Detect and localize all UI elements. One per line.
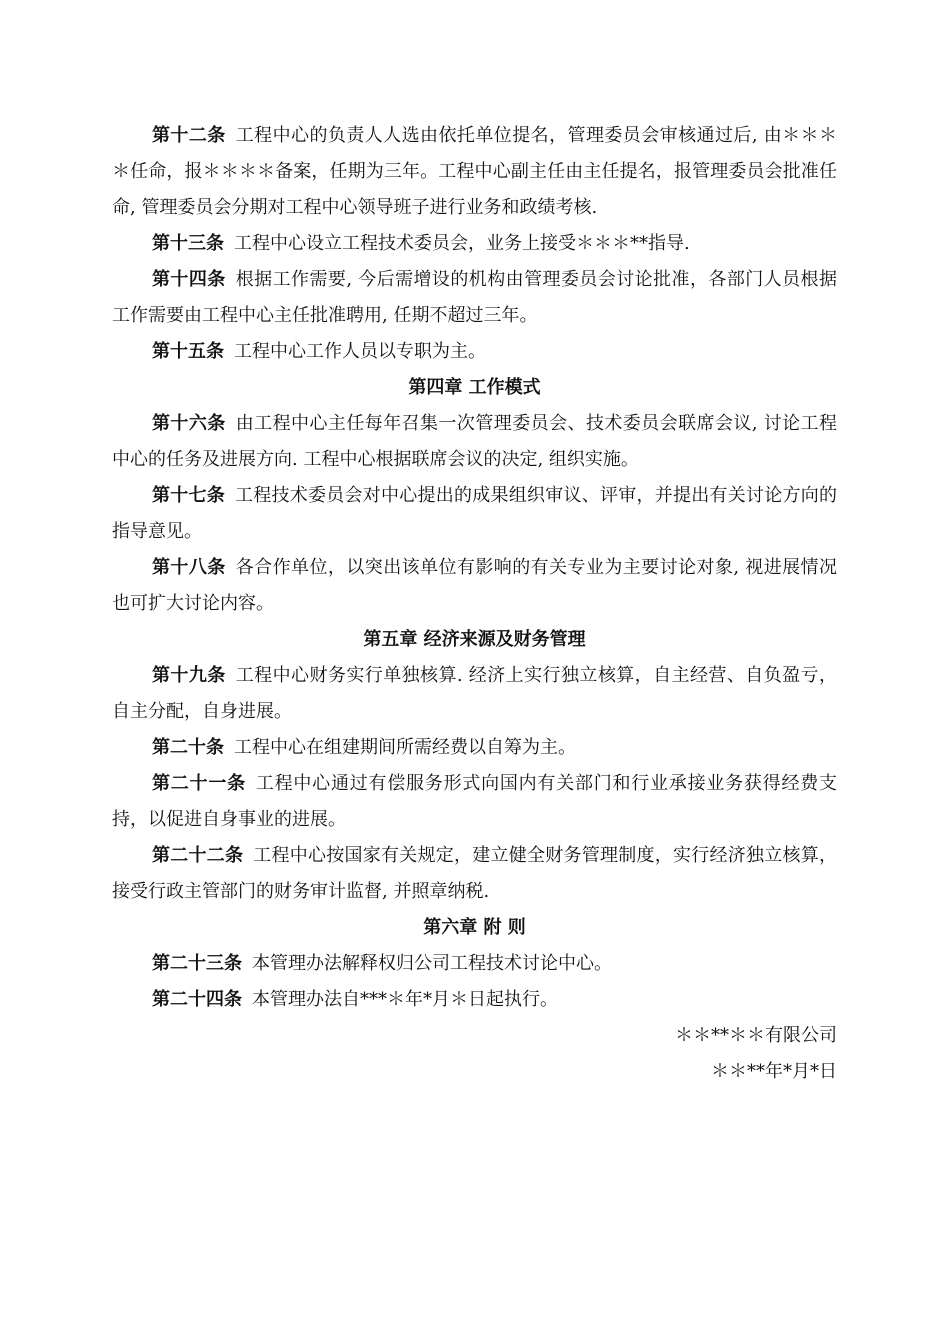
article-text: 工程中心的负责人人选由依托单位提名，管理委员会审核通过后, 由＊＊＊＊任命，报＊＊＊＊备案，任期为三年。工程中心副主任由主任提名，报管理委员会批准任命, 管理委员会分期对工程中心领导班子进行业务和政绩考核. — [112, 125, 837, 218]
article-22 — [112, 838, 837, 910]
article-24 — [112, 982, 837, 1018]
article-text: 各合作单位，以突出该单位有影响的有关专业为主要讨论对象, 视进展情况也可扩大讨论内容。 — [112, 557, 837, 614]
article-label: 第十四条 — [152, 269, 226, 290]
chapter-6-heading: 第六章 附 则 — [423, 917, 526, 938]
article-text: 本管理办法解释权归公司工程技术讨论中心。 — [252, 953, 612, 974]
chapter-5-heading: 第五章 经济来源及财务管理 — [363, 629, 586, 650]
article-label: 第十五条 — [152, 341, 224, 362]
article-text: 工程中心在组建期间所需经费以自筹为主。 — [234, 737, 576, 758]
article-20 — [112, 730, 837, 766]
article-label: 第十三条 — [152, 233, 224, 254]
article-18 — [112, 550, 837, 622]
article-label: 第十七条 — [152, 485, 225, 506]
article-text: 工程中心设立工程技术委员会，业务上接受＊＊＊**指导. — [234, 233, 690, 254]
article-label: 第十九条 — [152, 665, 226, 686]
signature-company: ＊＊**＊＊有限公司 — [675, 1025, 837, 1046]
article-text: 工程中心按国家有关规定，建立健全财务管理制度，实行经济独立核算，接受行政主管部门的财务审计监督, 并照章纳税. — [112, 845, 837, 902]
article-text: 工程技术委员会对中心提出的成果组织审议、评审，并提出有关讨论方向的指导意见。 — [112, 485, 837, 542]
article-label: 第二十一条 — [152, 773, 246, 794]
article-label: 第二十二条 — [152, 845, 244, 866]
article-text: 工程中心工作人员以专职为主。 — [234, 341, 486, 362]
article-16 — [112, 406, 837, 478]
chapter-4-heading: 第四章 工作模式 — [408, 377, 541, 398]
article-19 — [112, 658, 837, 730]
article-label: 第二十条 — [152, 737, 224, 758]
article-text: 根据工作需要, 今后需增设的机构由管理委员会讨论批准，各部门人员根据工作需要由工程中心主任批准聘用, 任期不超过三年。 — [112, 269, 837, 326]
article-label: 第十二条 — [152, 125, 226, 146]
article-23 — [112, 946, 837, 982]
article-text: 由工程中心主任每年召集一次管理委员会、技术委员会联席会议, 讨论工程中心的任务及进展方向. 工程中心根据联席会议的决定, 组织实施。 — [112, 413, 837, 470]
article-label: 第二十四条 — [152, 989, 242, 1010]
document-page — [112, 118, 837, 1090]
article-label: 第二十三条 — [152, 953, 242, 974]
article-13 — [112, 226, 837, 262]
article-14 — [112, 262, 837, 334]
article-17 — [112, 478, 837, 550]
article-label: 第十八条 — [152, 557, 226, 578]
article-text: 本管理办法自***＊年*月＊日起执行。 — [252, 989, 558, 1010]
article-15 — [112, 334, 837, 370]
article-text: 工程中心通过有偿服务形式向国内有关部门和行业承接业务获得经费支持，以促进自身事业的进展。 — [112, 773, 837, 830]
signature-date: ＊＊**年*月*日 — [711, 1061, 837, 1082]
article-text: 工程中心财务实行单独核算. 经济上实行独立核算，自主经营、自负盈亏，自主分配，自身进展。 — [112, 665, 837, 722]
article-label: 第十六条 — [152, 413, 226, 434]
article-21 — [112, 766, 837, 838]
article-12 — [112, 118, 837, 226]
